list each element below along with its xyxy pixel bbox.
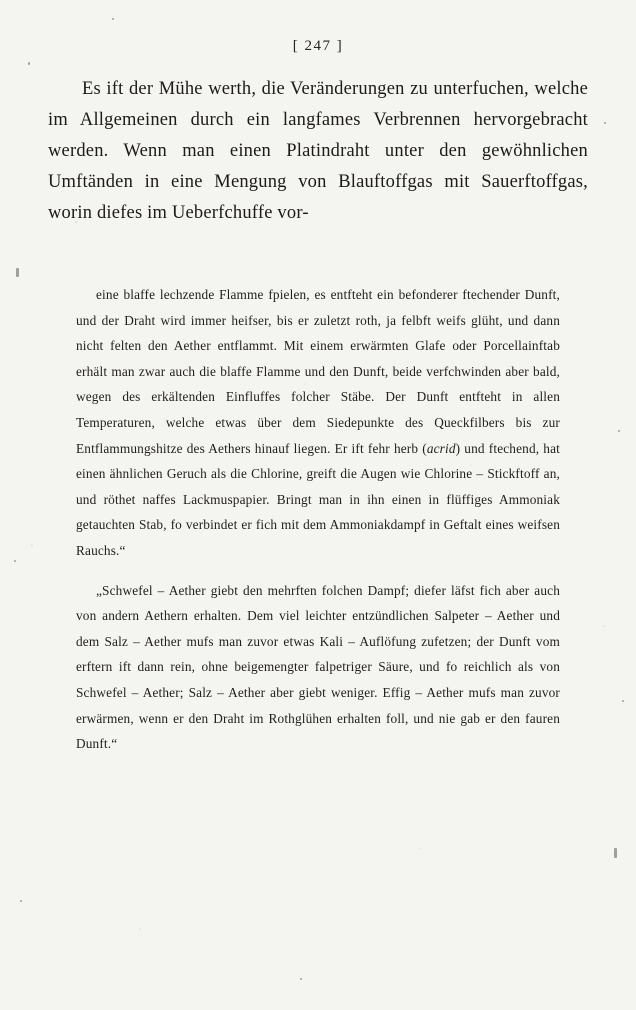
main-paragraph-block [48, 74, 588, 229]
speckle [618, 430, 620, 432]
italic-term: acrid [426, 440, 456, 456]
page-number: [ 247 ] [292, 38, 344, 54]
speckle [16, 268, 19, 277]
quote-paragraph-2: „Schwefel – Aether giebt den mehrften folchen Dampf; diefer läfst fich aber auch von andern Aethern erhalten. Dem viel leichter entzündlichen Salpeter – Aether und dem Salz – Aether mufs man zuvor etwas Kali – Auflöfung zufetzen; der Dunft vom erftern ift dann rein, ohne beigemengter falpetriger Säure, und fo reichlich als von Schwefel – Aether; Salz – Aether aber giebt weniger. Effig – Aether mufs man zuvor erwärmen, wenn er den Draht im Rothglühen erhalten foll, und nie gab er den fauren Dunft.“ [76, 582, 560, 752]
speckle [300, 978, 302, 980]
main-paragraph: Es ift der Mühe werth, die Veränderungen zu unterfuchen, welche im Allgemeinen durch ein langfames Verbrennen hervorgebracht werden. Wenn man einen Platindraht unter den gewöhnlichen Umftänden in eine Mengung von Blauftoffgas mit Sauerftoffgas, worin diefes im Ueberfchuffe vor- [48, 79, 588, 223]
speckle [28, 62, 30, 65]
quote-paragraph-1: eine blaffe lechzende Flamme fpielen, es entfteht ein befonderer ftechender Dunft, und der Draht wird immer heifser, bis er zuletzt roth, ja felbft weifs glüht, und dann nicht felten den Aether entflammt. Mit einem erwärmten Glafe oder Porcellainftab erhält man zwar auch die blaffe Flamme und den Dunft, beide verfchwinden aber bald, wegen des erkältenden Einfluffes folcher Stäbe. Der Dunft entfteht in allen Temperaturen, welche etwas über dem Siedepunkte des Queckfilbers bis zur Entflammungshitze des Aethers hinauf liegen. Er ift fehr herb (acrid) und ftechend, hat einen ähnlichen Geruch als die Chlorine, greift die Augen wie Chlorine – Stickftoff an, und röthet naffes Lackmuspapier. Bringt man in ihn einen in flüffiges Ammoniak getauchten Stab, fo verbindet er fich mit dem Ammoniakdampf in Geftalt eines weifsen Rauchs.“ [76, 287, 560, 558]
speckle [20, 900, 22, 902]
quoted-passage-block [76, 282, 560, 757]
speckle [614, 848, 617, 858]
speckle [604, 122, 606, 124]
speckle [112, 18, 114, 20]
speckle [14, 560, 16, 562]
speckle [622, 700, 624, 702]
